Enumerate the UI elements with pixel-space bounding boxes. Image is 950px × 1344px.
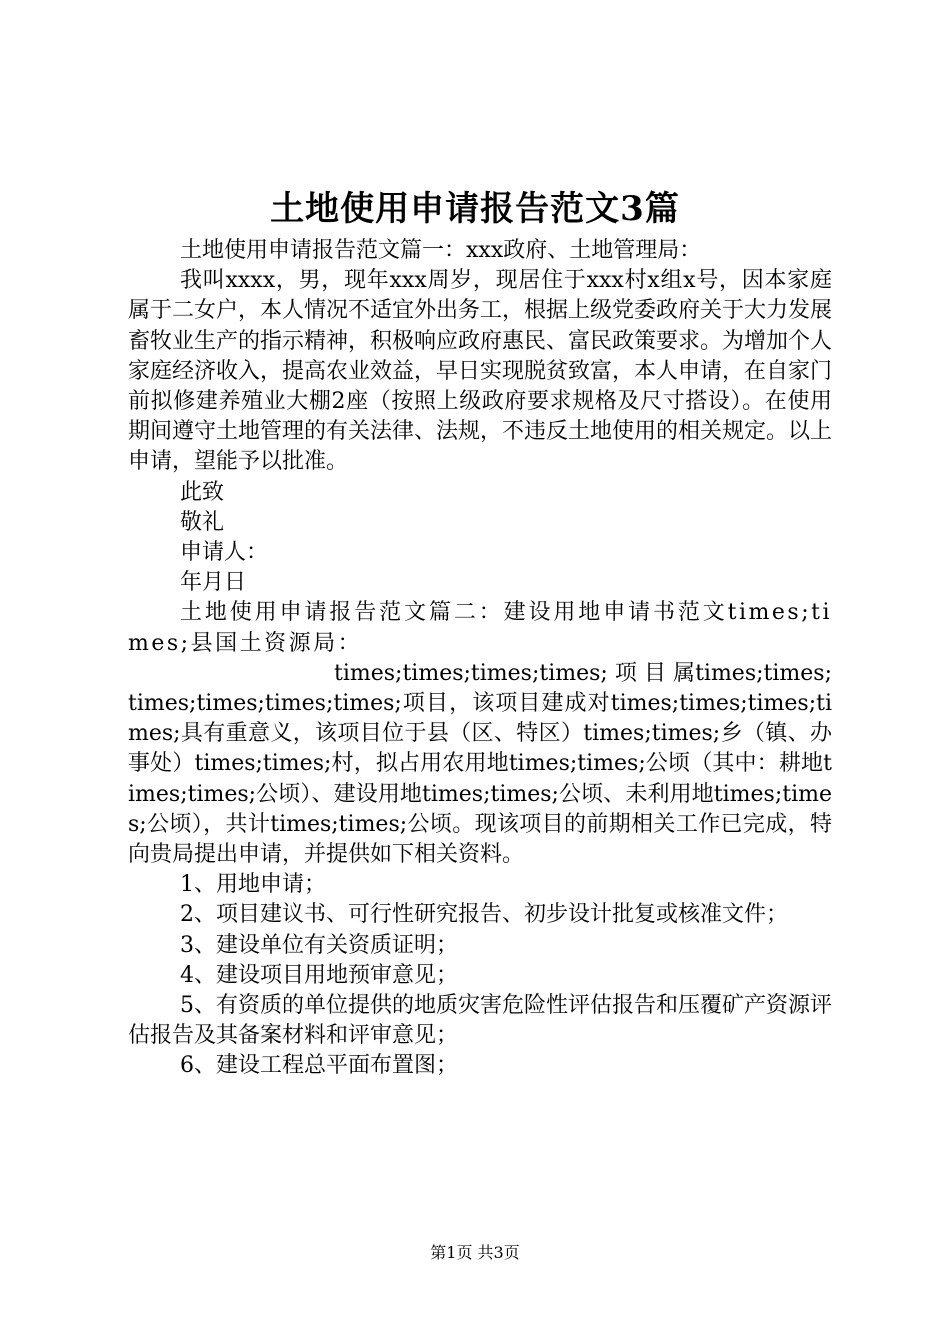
paragraph-4: 敬礼 bbox=[180, 509, 225, 535]
paragraph-9: 1、用地申请； bbox=[180, 872, 326, 898]
document-title: 土地使用申请报告范文3篇 bbox=[270, 189, 680, 229]
page-number: 第1页 共3页 bbox=[430, 1243, 520, 1262]
paragraph-5: 申请人： bbox=[180, 540, 269, 566]
paragraph-7: 土地使用申请报告范文篇二：建设用地申请书范文times;times;县国土资源局： bbox=[128, 600, 832, 656]
paragraph-6: 年月日 bbox=[180, 570, 247, 596]
paragraph-1: 土地使用申请报告范文篇一：xxx政府、土地管理局： bbox=[180, 238, 702, 263]
paragraph-12: 4、建设项目用地预审意见； bbox=[180, 962, 458, 988]
document-body bbox=[128, 236, 832, 1082]
paragraph-10: 2、项目建议书、可行性研究报告、初步设计批复或核准文件； bbox=[180, 902, 788, 928]
paragraph-14: 6、建设工程总平面布置图； bbox=[180, 1053, 458, 1079]
paragraph-8: times;times;times;times; 项 目 属times;times;times;times;times;times;项目，该项目建成对times;times;times;times;具有重意义，该项目位于县（区、特区）times;times;乡（镇、办事处）times;times;村，拟占用农用地times;times;公顷（其中：耕地times;times;公顷）、建设用地times;times;公顷、未利用地times;times;公顷），共计times;times;公顷。现该项目的前期相关工作已完成，特向贵局提出申请，并提供如下相关资料。 bbox=[128, 660, 832, 868]
paragraph-2: 我叫xxxx，男，现年xxx周岁，现居住于xxx村x组x号，因本家庭属于二女户，本人情况不适宜外出务工，根据上级党委政府关于大力发展畜牧业生产的指示精神，积极响应政府惠民、富民政策要求。为增加个人家庭经济收入，提高农业效益，早日实现脱贫致富，本人申请，在自家门前拟修建养殖业大棚2座（按照上级政府要求规格及尺寸搭设）。在使用期间遵守土地管理的有关法律、法规，不违反土地使用的相关规定。以上申请，望能予以批准。 bbox=[128, 268, 833, 475]
paragraph-3: 此致 bbox=[180, 479, 225, 505]
paragraph-11: 3、建设单位有关资质证明； bbox=[180, 932, 458, 958]
paragraph-13: 5、有资质的单位提供的地质灾害危险性评估报告和压覆矿产资源评估报告及其备案材料和评审意见； bbox=[128, 993, 832, 1049]
